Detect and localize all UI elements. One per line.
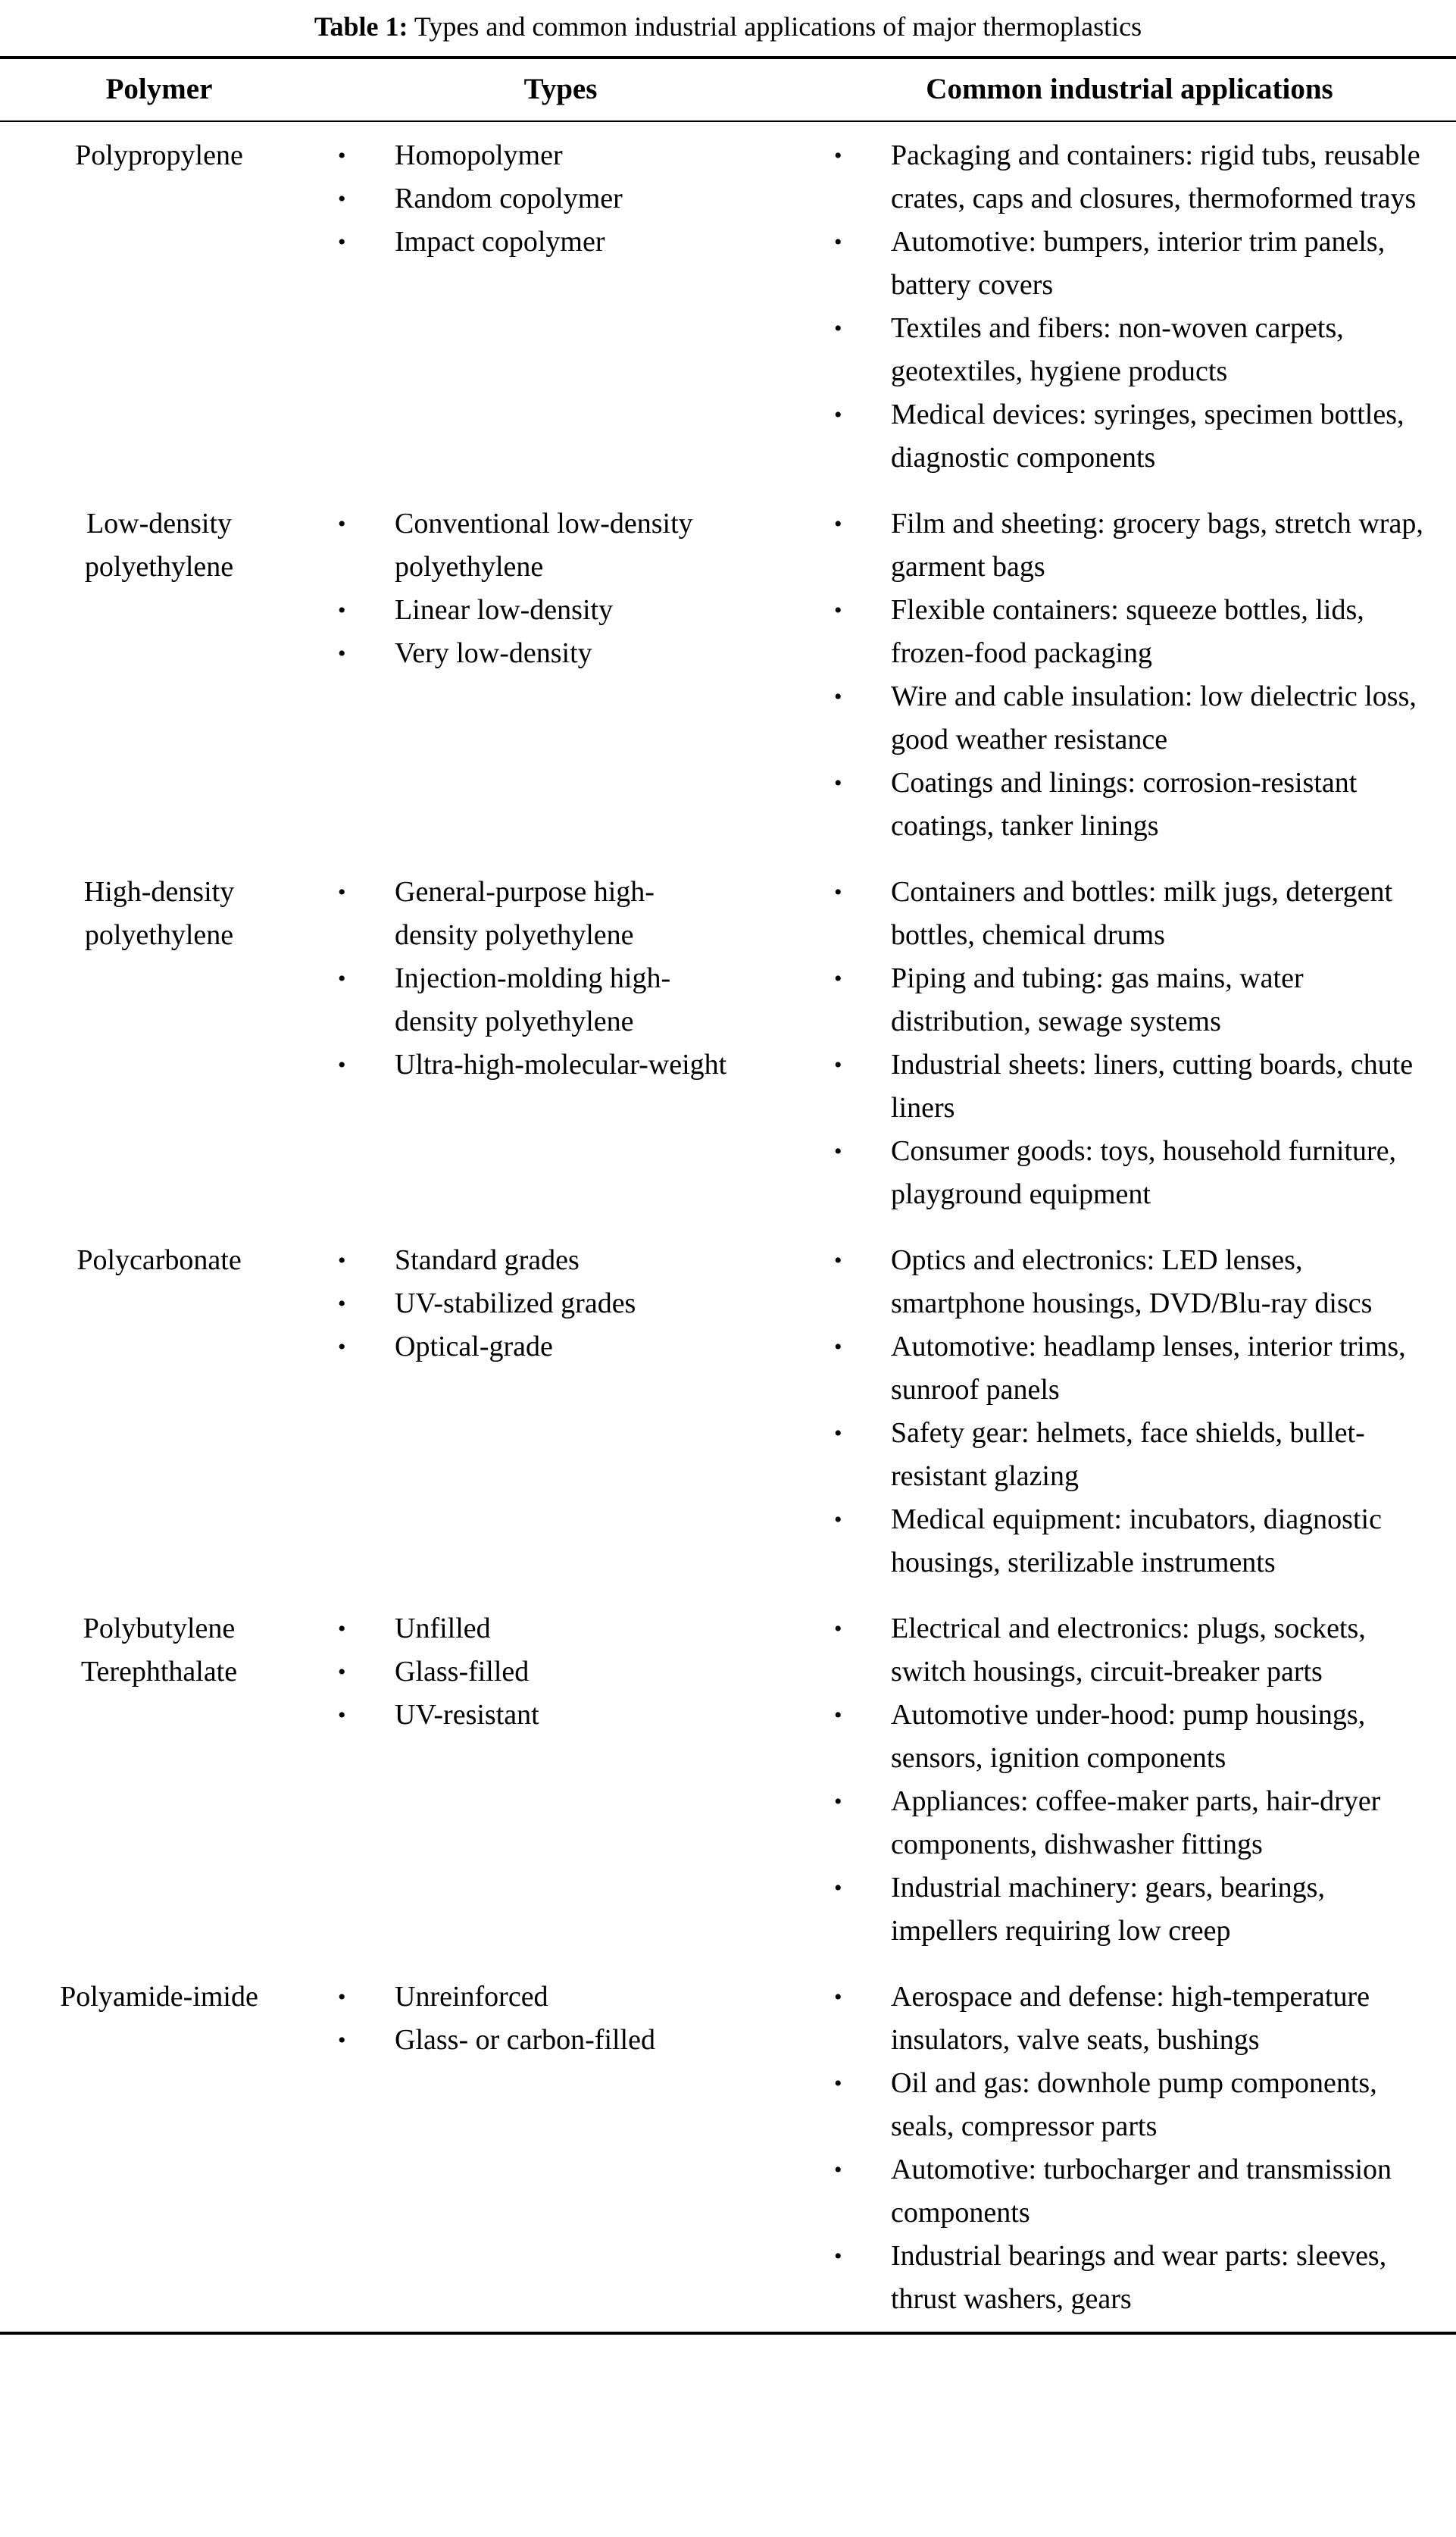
list-item [319, 177, 727, 221]
list-item-text: Optics and electronics: LED lenses, smartphone housings, DVD/Blu-ray discs [891, 1244, 1373, 1319]
list-item-text: Electrical and electronics: plugs, sockets, switch housings, circuit-breaker parts [891, 1613, 1366, 1688]
list-item [319, 1975, 727, 2019]
bullet-icon: • [834, 684, 842, 709]
applications-cell [803, 859, 1456, 1227]
bullet-icon: • [834, 1789, 842, 1814]
list-item-text: Very low-density [395, 637, 592, 669]
table-row [0, 1227, 1456, 1595]
thermoplastics-table [0, 56, 1456, 2335]
list-item [804, 1239, 1433, 1325]
list-item [804, 957, 1433, 1043]
list-item [804, 1325, 1433, 1412]
list-item-text: Aerospace and defense: high-temperature insulators, valve seats, bushings [891, 1981, 1370, 2056]
list-item [319, 134, 727, 177]
list-item [804, 2235, 1433, 2321]
bullet-icon: • [834, 966, 842, 991]
column-header-polymer: Polymer [0, 58, 318, 121]
list-item-text: Flexible containers: squeeze bottles, lids, frozen-food packaging [891, 594, 1364, 669]
applications-list [804, 1239, 1433, 1584]
table-header [0, 58, 1456, 121]
types-list [319, 1607, 727, 1737]
list-item [319, 1282, 727, 1325]
list-item-text: UV-stabilized grades [395, 1287, 636, 1319]
list-item-text: Linear low-density [395, 594, 614, 626]
list-item [804, 393, 1433, 480]
applications-list [804, 134, 1433, 480]
types-cell [318, 1227, 803, 1595]
list-item [319, 1694, 727, 1737]
list-item [319, 221, 727, 264]
polymer-name: Polycarbonate [77, 1244, 242, 1276]
list-item [804, 871, 1433, 957]
list-item [319, 502, 727, 589]
applications-cell [803, 121, 1456, 490]
list-item-text: Safety gear: helmets, face shields, bullet-resistant glazing [891, 1417, 1365, 1492]
bullet-icon: • [338, 2028, 346, 2053]
list-item-text: Textiles and fibers: non-woven carpets, geotextiles, hygiene products [891, 312, 1344, 387]
list-item [804, 762, 1433, 848]
list-item [804, 675, 1433, 762]
column-header-types: Types [318, 58, 803, 121]
bullet-icon: • [834, 2244, 842, 2269]
list-item-text: Ultra-high-molecular-weight [395, 1049, 727, 1081]
list-item-text: Optical-grade [395, 1331, 553, 1362]
list-item-text: UV-resistant [395, 1699, 539, 1731]
bullet-icon: • [834, 1985, 842, 2010]
list-item [319, 589, 727, 632]
bullet-icon: • [338, 880, 346, 905]
list-item-text: Random copolymer [395, 183, 623, 214]
bullet-icon: • [834, 2071, 842, 2096]
list-item-text: Glass- or carbon-filled [395, 2024, 655, 2056]
bullet-icon: • [338, 230, 346, 255]
bullet-icon: • [338, 966, 346, 991]
list-item-text: Automotive under-hood: pump housings, sensors, ignition components [891, 1699, 1366, 1774]
bullet-icon: • [338, 641, 346, 666]
bullet-icon: • [338, 1053, 346, 1078]
list-item [804, 1607, 1433, 1694]
list-item [804, 1975, 1433, 2062]
list-item [804, 134, 1433, 221]
table-row [0, 859, 1456, 1227]
applications-list [804, 502, 1433, 848]
list-item [804, 221, 1433, 307]
bullet-icon: • [834, 1875, 842, 1900]
list-item-text: Unreinforced [395, 1981, 548, 2013]
types-cell [318, 1963, 803, 2333]
polymer-name: Polybutylene Terephthalate [80, 1613, 238, 1688]
list-item-text: Homopolymer [395, 139, 563, 171]
list-item [319, 1043, 727, 1087]
list-item-text: Medical equipment: incubators, diagnostic housings, sterilizable instruments [891, 1503, 1382, 1578]
types-list [319, 871, 727, 1087]
list-item-text: Unfilled [395, 1613, 491, 1644]
applications-cell [803, 1227, 1456, 1595]
list-item-text: General-purpose high-density polyethylene [395, 876, 655, 951]
table-caption [0, 0, 1456, 56]
bullet-icon: • [338, 1660, 346, 1685]
types-list [319, 502, 727, 675]
types-list [319, 1975, 727, 2062]
column-header-applications: Common industrial applications [803, 58, 1456, 121]
list-item [319, 1239, 727, 1282]
list-item [319, 1325, 727, 1369]
bullet-icon: • [834, 1421, 842, 1446]
bullet-icon: • [834, 1334, 842, 1359]
bullet-icon: • [338, 1248, 346, 1273]
header-row [0, 58, 1456, 121]
list-item [804, 1412, 1433, 1498]
bullet-icon: • [834, 1053, 842, 1078]
list-item [319, 632, 727, 675]
list-item-text: Piping and tubing: gas mains, water distribution, sewage systems [891, 962, 1304, 1037]
list-item [804, 2062, 1433, 2148]
bullet-icon: • [834, 771, 842, 796]
bullet-icon: • [338, 1985, 346, 2010]
bullet-icon: • [834, 598, 842, 623]
list-item [804, 1498, 1433, 1584]
list-item [804, 589, 1433, 675]
list-item [804, 502, 1433, 589]
bullet-icon: • [834, 1507, 842, 1532]
list-item [319, 2019, 727, 2062]
list-item-text: Oil and gas: downhole pump components, seals, compressor parts [891, 2067, 1377, 2142]
types-list [319, 1239, 727, 1369]
bullet-icon: • [834, 402, 842, 427]
list-item-text: Automotive: bumpers, interior trim panels, battery covers [891, 226, 1386, 301]
applications-cell [803, 1595, 1456, 1963]
applications-list [804, 1607, 1433, 1953]
bullet-icon: • [834, 143, 842, 168]
list-item [804, 1866, 1433, 1953]
list-item-text: Appliances: coffee-maker parts, hair-dryer components, dishwasher fittings [891, 1785, 1381, 1860]
caption-text: Types and common industrial applications of major thermoplastics [408, 11, 1142, 42]
table-row [0, 490, 1456, 859]
bullet-icon: • [834, 880, 842, 905]
list-item-text: Standard grades [395, 1244, 580, 1276]
bullet-icon: • [834, 511, 842, 536]
list-item-text: Wire and cable insulation: low dielectric loss, good weather resistance [891, 680, 1417, 755]
applications-cell [803, 490, 1456, 859]
bullet-icon: • [338, 1291, 346, 1316]
applications-list [804, 1975, 1433, 2321]
bullet-icon: • [338, 1703, 346, 1728]
applications-list [804, 871, 1433, 1216]
bullet-icon: • [834, 1616, 842, 1641]
table-row [0, 121, 1456, 490]
list-item [319, 1607, 727, 1650]
types-cell [318, 121, 803, 490]
list-item-text: Industrial sheets: liners, cutting boards, chute liners [891, 1049, 1414, 1124]
types-cell [318, 1595, 803, 1963]
list-item-text: Glass-filled [395, 1656, 530, 1688]
types-list [319, 134, 727, 264]
list-item-text: Coatings and linings: corrosion-resistant coatings, tanker linings [891, 767, 1358, 842]
list-item [804, 2148, 1433, 2235]
polymer-name: Low-density polyethylene [84, 508, 234, 583]
list-item-text: Injection-molding high-density polyethylene [395, 962, 671, 1037]
table-body [0, 121, 1456, 2333]
types-cell [318, 490, 803, 859]
polymer-name: Polypropylene [75, 139, 243, 171]
bullet-icon: • [338, 598, 346, 623]
types-cell [318, 859, 803, 1227]
list-item-text: Impact copolymer [395, 226, 605, 258]
bullet-icon: • [834, 2157, 842, 2182]
list-item [319, 957, 727, 1043]
list-item [804, 1043, 1433, 1130]
list-item [804, 307, 1433, 393]
bullet-icon: • [834, 230, 842, 255]
bullet-icon: • [338, 1334, 346, 1359]
list-item-text: Industrial machinery: gears, bearings, impellers requiring low creep [891, 1872, 1325, 1947]
list-item-text: Automotive: turbocharger and transmission components [891, 2154, 1392, 2229]
list-item [319, 1650, 727, 1694]
list-item-text: Medical devices: syringes, specimen bottles, diagnostic components [891, 399, 1404, 474]
bullet-icon: • [338, 143, 346, 168]
list-item-text: Film and sheeting: grocery bags, stretch wrap, garment bags [891, 508, 1423, 583]
table-row [0, 1595, 1456, 1963]
caption-label: Table 1: [314, 11, 408, 42]
bullet-icon: • [338, 1616, 346, 1641]
list-item-text: Containers and bottles: milk jugs, detergent bottles, chemical drums [891, 876, 1393, 951]
list-item [319, 871, 727, 957]
list-item-text: Automotive: headlamp lenses, interior trims, sunroof panels [891, 1331, 1406, 1406]
polymer-name: High-density polyethylene [83, 876, 235, 951]
applications-cell [803, 1963, 1456, 2333]
list-item-text: Consumer goods: toys, household furniture, playground equipment [891, 1135, 1397, 1210]
list-item [804, 1130, 1433, 1216]
bullet-icon: • [834, 1703, 842, 1728]
bullet-icon: • [338, 511, 346, 536]
bullet-icon: • [834, 1248, 842, 1273]
list-item [804, 1694, 1433, 1780]
list-item-text: Conventional low-density polyethylene [395, 508, 693, 583]
list-item-text: Industrial bearings and wear parts: sleeves, thrust washers, gears [891, 2240, 1387, 2315]
polymer-name: Polyamide-imide [60, 1981, 258, 2013]
bullet-icon: • [834, 316, 842, 341]
table-row [0, 1963, 1456, 2333]
bullet-icon: • [834, 1139, 842, 1164]
list-item [804, 1780, 1433, 1866]
list-item-text: Packaging and containers: rigid tubs, reusable crates, caps and closures, thermoformed trays [891, 139, 1420, 214]
bullet-icon: • [338, 186, 346, 211]
